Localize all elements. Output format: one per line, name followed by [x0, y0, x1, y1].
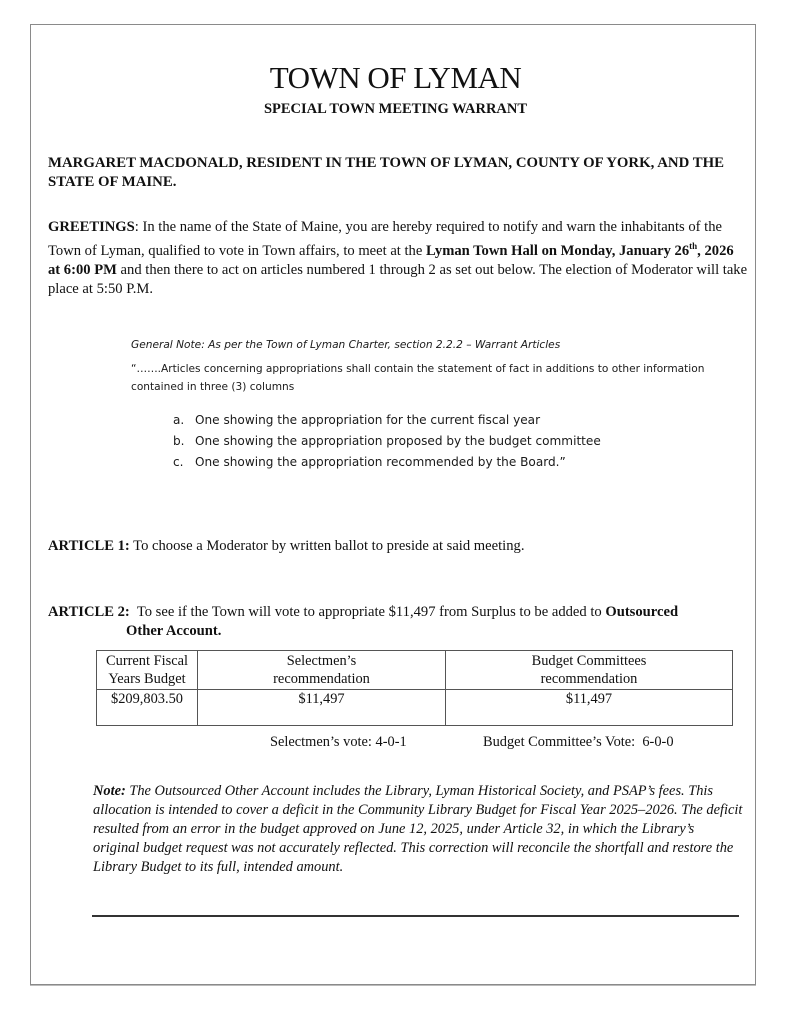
header-selectmen [198, 651, 446, 690]
general-note [131, 339, 711, 473]
list-marker: a. [173, 413, 185, 427]
header-line: Budget Committees [531, 653, 647, 669]
general-note-title: General Note: As per the Town of Lyman Charter, section 2.2.2 – Warrant Articles [131, 339, 561, 351]
article-1-text: To choose a Moderator by written ballot to preside at said meeting. [129, 538, 525, 554]
header-line: Selectmen’s [286, 653, 357, 669]
header-line: recommendation [540, 671, 638, 687]
meeting-time: , 2026 at 6:00 PM [48, 242, 734, 278]
budget-table [96, 650, 733, 726]
list-marker: b. [173, 434, 185, 448]
header-line: Years Budget [108, 671, 186, 687]
account-name-part-2: Other Account. [126, 623, 222, 639]
article-1-label: ARTICLE 1: [48, 538, 130, 554]
document-title: TOWN OF LYMAN [269, 60, 522, 95]
list-item-text: One showing the appropriation recommended by the Board.” [195, 455, 566, 469]
header-budget-committee [446, 651, 733, 690]
article-2-label: ARTICLE 2: [48, 604, 130, 620]
greetings-label: GREETINGS [48, 219, 135, 235]
budget-committee-value: $11,497 [446, 690, 733, 726]
list-item-text: One showing the appropriation for the current fiscal year [195, 413, 541, 427]
addressee: MARGARET MACDONALD, RESIDENT IN THE TOWN OF LYMAN, COUNTY OF YORK, AND THE STATE OF MAINE. [48, 155, 724, 190]
note-text: The Outsourced Other Account includes the Library, Lyman Historical Society, and PSAP’s fees. This allocation is intended to cover a deficit in the Community Library Budget for Fiscal Year 2025–2026. The deficit resulted from an error in the budget approved on June 12, 2025, under Article 32, in which the Library’s original budget request was not accurately reflected. This correction will reconcile the shortfall and restore the Library Budget to its full, intended amount. [93, 783, 743, 875]
list-item [173, 410, 711, 431]
budget-committee-vote: Budget Committee’s Vote: 6-0-0 [483, 734, 674, 750]
date-suffix: th [689, 241, 698, 251]
account-name-part-1: Outsourced [605, 604, 679, 620]
list-marker: c. [173, 455, 184, 469]
article-2-text: To see if the Town will vote to appropriate $11,497 from Surplus to be added to [129, 604, 606, 620]
table-row [97, 690, 733, 726]
list-item [173, 452, 711, 473]
greetings-text-1: : In the name of the State of Maine, you are hereby required to notify and warn the inhabitants of the Town of Lyman, qualified to vote in Town affairs, to meet at the [48, 219, 722, 259]
horizontal-rule [92, 915, 739, 917]
general-note-list [173, 410, 711, 473]
article-2 [48, 603, 748, 641]
table-header-row [97, 651, 733, 690]
selectmen-value: $11,497 [198, 690, 446, 726]
header-current-budget [97, 651, 198, 690]
greetings-text-2: and then there to act on articles numbered 1 through 2 as set out below. The election of Moderator will take place at 5:50 P.M. [48, 261, 748, 297]
note-label: Note: [93, 783, 126, 799]
greetings-paragraph [48, 218, 748, 299]
list-item [173, 431, 711, 452]
selectmen-vote: Selectmen’s vote: 4-0-1 [270, 734, 407, 750]
current-budget-value: $209,803.50 [97, 690, 198, 726]
article-2-note [93, 782, 743, 877]
header-line: Current Fiscal [106, 653, 188, 669]
article-1 [48, 538, 524, 555]
general-note-quote: “…….Articles concerning appropriations shall contain the statement of fact in additions to other information contained in three (3) columns [131, 363, 705, 393]
header-line: recommendation [273, 671, 370, 687]
document-subtitle: SPECIAL TOWN MEETING WARRANT [263, 101, 528, 117]
list-item-text: One showing the appropriation proposed by the budget committee [195, 434, 601, 448]
meeting-location-text: Lyman Town Hall on Monday, January 26 [425, 242, 690, 259]
